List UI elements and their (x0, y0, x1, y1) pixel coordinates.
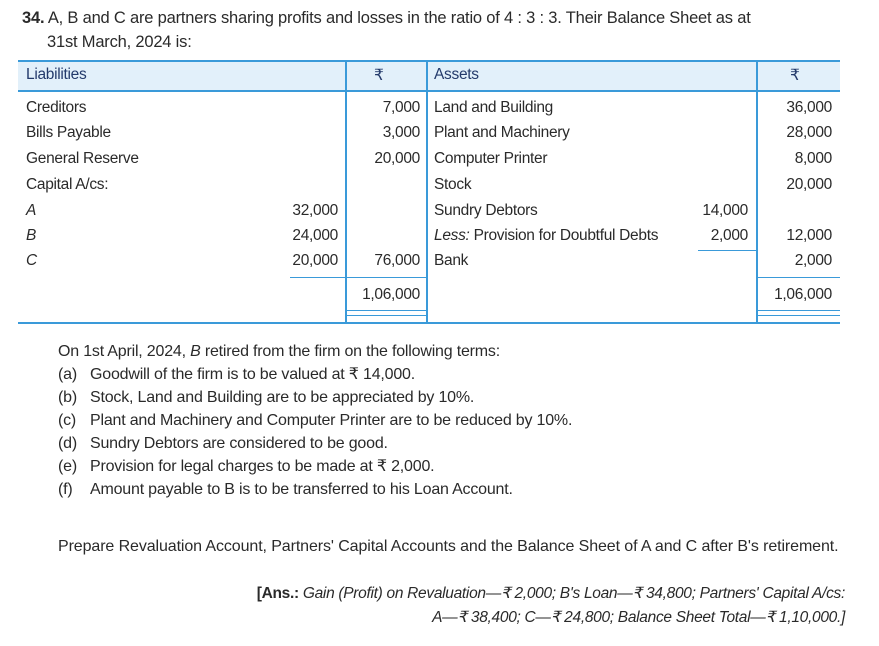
terms-intro-post: retired from the firm on the following terms: (204, 343, 500, 360)
term-label: (e) (58, 458, 77, 475)
liability-label: General Reserve (26, 150, 139, 167)
provision-label: Provision for Doubtful Debts (473, 227, 659, 244)
asset-label: Land and Building (434, 99, 554, 116)
term-item (58, 363, 848, 386)
asset-label: Bank (434, 252, 469, 269)
total-double-rule (346, 310, 426, 311)
liability-label: Bills Payable (26, 124, 111, 141)
term-text: Goodwill of the firm is to be valued at ₹ 14,000. (90, 366, 416, 383)
capital-amount: 32,000 (292, 202, 338, 219)
retirement-terms (58, 340, 848, 501)
liability-amount: 3,000 (382, 124, 420, 141)
capital-amount: 20,000 (292, 252, 338, 269)
balance-sheet-table (18, 60, 840, 324)
table-header-rule (18, 90, 840, 92)
answer-line1-text: Gain (Profit) on Revaluation—₹ 2,000; B's Loan—₹ 34,800; Partners' Capital A/cs: (302, 585, 845, 602)
capital-partner: A (26, 202, 37, 219)
asset-label: Plant and Machinery (434, 124, 570, 141)
answer-block (205, 582, 845, 630)
asset-inner-amount: 2,000 (710, 227, 748, 244)
table-header-bg (18, 62, 840, 90)
subtotal-rule (758, 277, 840, 278)
liability-amount: 7,000 (382, 99, 420, 116)
capital-partner: B (26, 227, 37, 244)
term-item (58, 432, 848, 455)
capital-partner: C (26, 252, 37, 269)
header-liab-rupee: ₹ (374, 67, 384, 84)
term-label: (c) (58, 412, 77, 429)
liability-label: Capital A/cs: (26, 176, 109, 193)
less-prefix: Less: (434, 227, 470, 244)
term-text: Stock, Land and Building are to be appreciated by 10%. (90, 389, 475, 406)
term-item (58, 478, 848, 501)
capital-total: 76,000 (374, 252, 420, 269)
total-double-rule (758, 310, 840, 311)
term-text: Provision for legal charges to be made at ₹ 2,000. (90, 458, 435, 475)
column-divider (345, 62, 347, 322)
asset-amount: 12,000 (786, 227, 832, 244)
term-item (58, 409, 848, 432)
asset-amount: 36,000 (786, 99, 832, 116)
question-number: 34. (22, 9, 45, 27)
term-item (58, 455, 848, 478)
term-text: Plant and Machinery and Computer Printer are to be reduced by 10%. (90, 412, 573, 429)
asset-label (434, 225, 658, 247)
asset-label: Sundry Debtors (434, 202, 538, 219)
asset-amount: 20,000 (786, 176, 832, 193)
term-label: (f) (58, 481, 73, 498)
instruction-text: Prepare Revaluation Account, Partners' Capital Accounts and the Balance Sheet of A and C after B's retirement. (58, 538, 839, 555)
total-double-rule (758, 315, 840, 316)
header-asset-rupee: ₹ (790, 67, 800, 84)
capital-amount: 24,000 (292, 227, 338, 244)
term-item (58, 386, 848, 409)
term-label: (d) (58, 435, 77, 452)
liabilities-total: 1,06,000 (362, 286, 420, 303)
assets-total: 1,06,000 (774, 286, 832, 303)
subtotal-rule (290, 277, 426, 278)
answer-line2: A—₹ 38,400; C—₹ 24,800; Balance Sheet Total—₹ 1,10,000.] (432, 609, 845, 626)
term-text: Sundry Debtors are considered to be good. (90, 435, 388, 452)
column-divider (756, 62, 758, 322)
question-text-line2: 31st March, 2024 is: (47, 33, 192, 51)
subtotal-rule (698, 250, 756, 251)
answer-prefix: [Ans.: (256, 585, 299, 602)
asset-inner-amount: 14,000 (702, 202, 748, 219)
header-assets: Assets (434, 66, 479, 83)
term-label: (a) (58, 366, 77, 383)
table-top-rule (18, 60, 840, 62)
asset-amount: 2,000 (794, 252, 832, 269)
term-text: Amount payable to B is to be transferred to his Loan Account. (90, 481, 513, 498)
liability-amount: 20,000 (374, 150, 420, 167)
question-text-line1: A, B and C are partners sharing profits and losses in the ratio of 4 : 3 : 3. Their Balance Sheet as at (47, 9, 751, 27)
total-double-rule (346, 315, 426, 316)
asset-amount: 8,000 (794, 150, 832, 167)
answer-line1 (205, 582, 845, 606)
terms-intro (58, 340, 848, 363)
terms-intro-pre: On 1st April, 2024, (58, 343, 186, 360)
asset-amount: 28,000 (786, 124, 832, 141)
asset-label: Computer Printer (434, 150, 548, 167)
header-liabilities: Liabilities (26, 66, 87, 83)
asset-label: Stock (434, 176, 472, 193)
question-header (22, 6, 842, 54)
column-divider (426, 62, 428, 322)
term-label: (b) (58, 389, 77, 406)
terms-intro-partner: B (190, 343, 201, 360)
liability-label: Creditors (26, 99, 87, 116)
table-bottom-rule (18, 322, 840, 324)
